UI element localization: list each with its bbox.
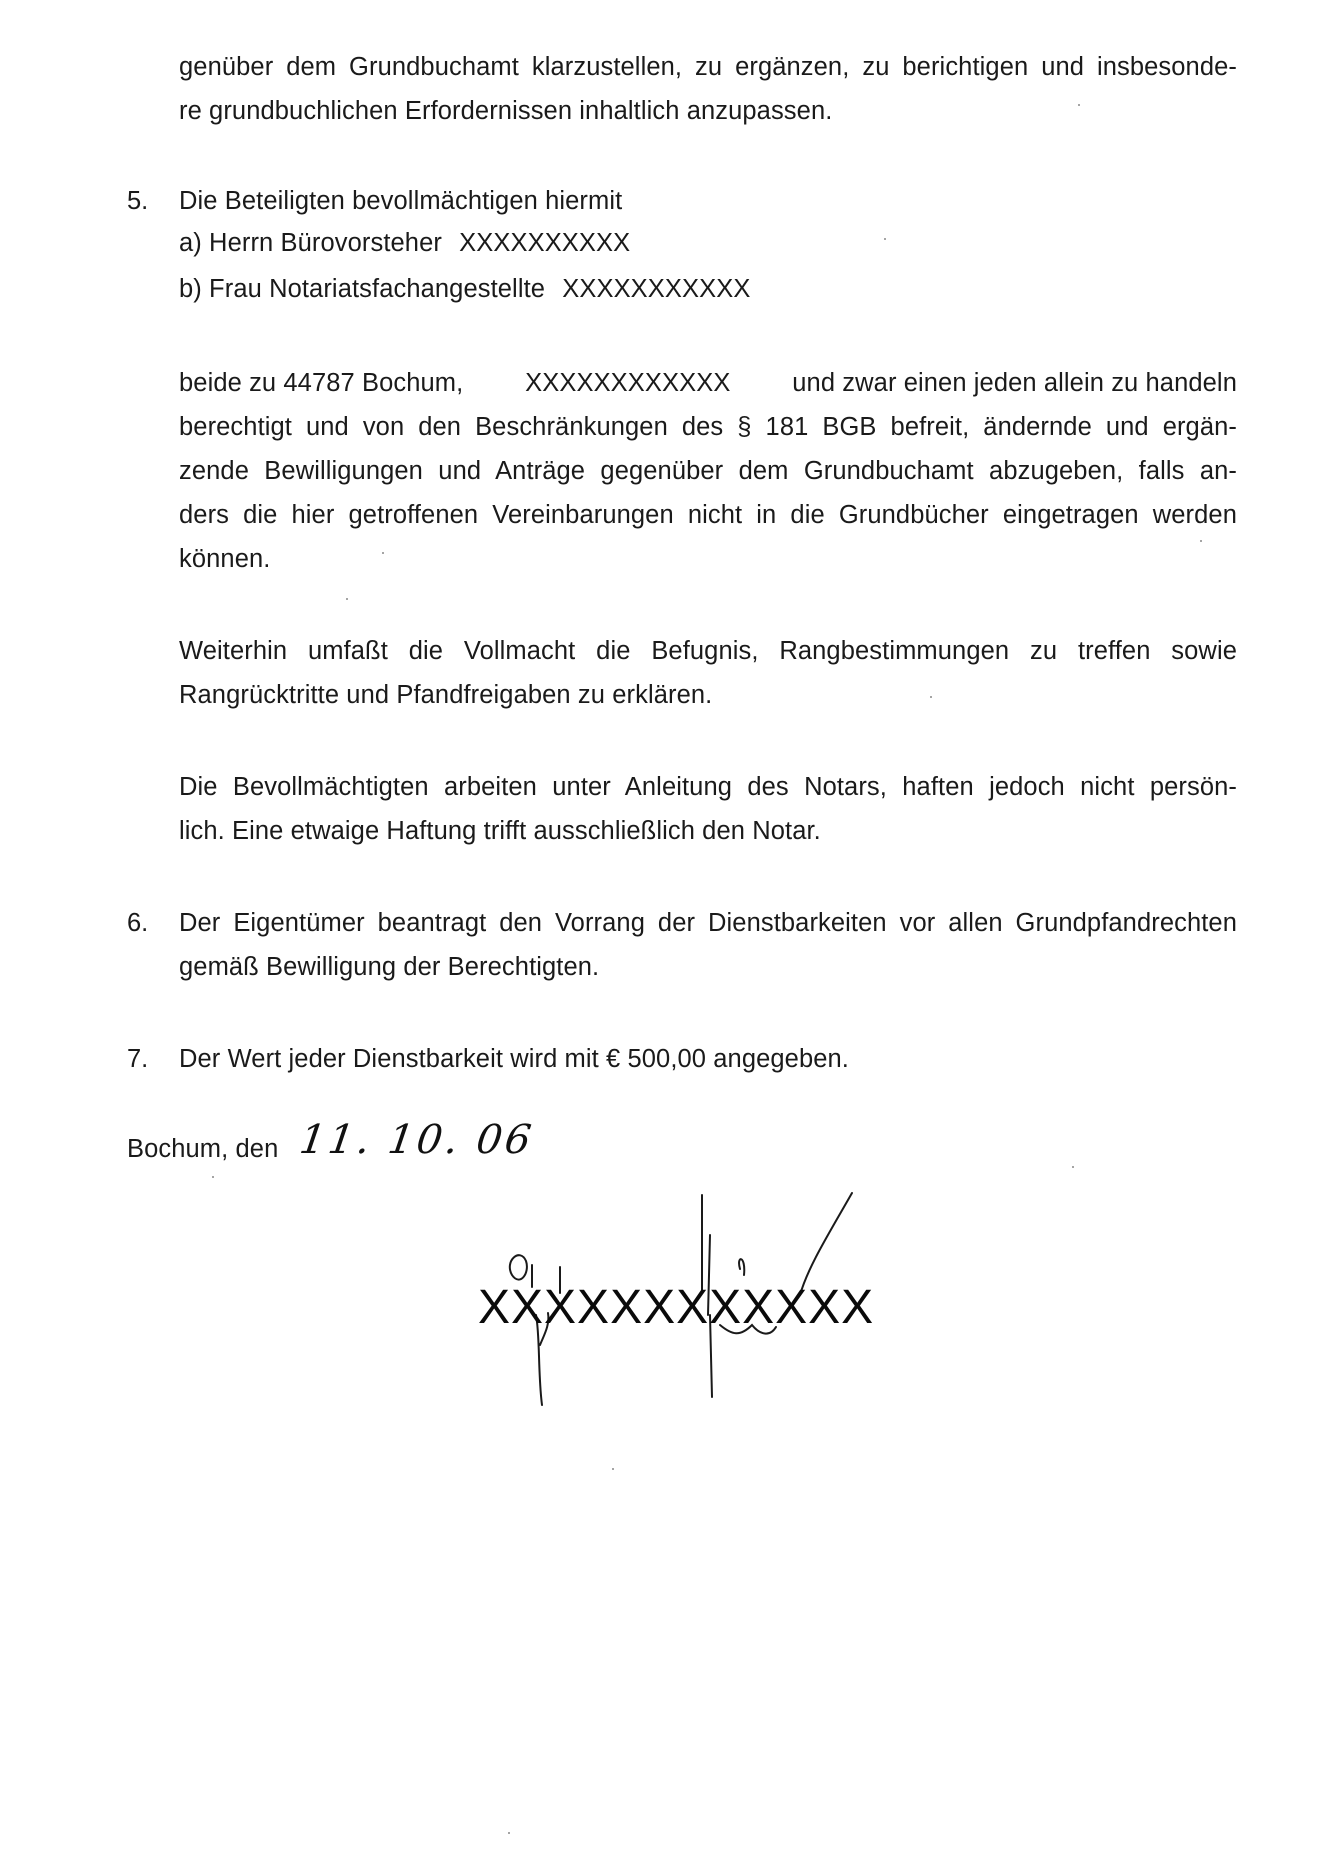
scan-speck	[1200, 540, 1202, 542]
item-5-para1-end: und zwar einen jeden allein zu handeln	[792, 369, 1237, 397]
item-5-para1-start: beide zu 44787 Bochum,	[179, 369, 464, 397]
item-5-para1-line-3: zende Bewilligungen und Anträge gegenüber dem Grundbuchamt abzugeben, falls an-	[179, 457, 1237, 485]
scan-speck	[612, 1468, 614, 1470]
item-5-para1-line-1	[179, 368, 1237, 398]
item-5-para3-line-2: lich. Eine etwaige Haftung trifft ausschließlich den Notar.	[179, 817, 821, 845]
scan-speck	[382, 552, 384, 554]
scan-speck	[508, 1832, 510, 1834]
intro-line-1: genüber dem Grundbuchamt klarzustellen, zu ergänzen, zu berichtigen und insbesonde-	[179, 53, 1237, 81]
item-5-para1-line-2: berechtigt und von den Beschränkungen des § 181 BGB befreit, ändernde und ergän-	[179, 413, 1237, 441]
scan-speck	[1072, 1166, 1074, 1168]
item-5-para2-line-2: Rangrücktritte und Pfandfreigaben zu erklären.	[179, 681, 713, 709]
item-6-line-1: Der Eigentümer beantragt den Vorrang der Dienstbarkeiten vor allen Grundpfandrechten	[179, 909, 1237, 937]
item-5-b-label: b) Frau Notariatsfachangestellte	[179, 275, 546, 303]
place-date-label: Bochum, den	[127, 1135, 279, 1163]
item-5-para1-redacted: XXXXXXXXXXXX	[525, 369, 731, 397]
item-5-para2-line-1: Weiterhin umfaßt die Vollmacht die Befugnis, Rangbestimmungen zu treffen sowie	[179, 637, 1237, 665]
item-5-b-redacted: XXXXXXXXXXX	[562, 275, 751, 303]
item-5-para1-line-5: können.	[179, 545, 271, 573]
signature-redacted-name: XXXXXXXXXXXX	[478, 1281, 875, 1334]
scan-speck	[884, 238, 886, 240]
item-5-para3-line-1: Die Bevollmächtigten arbeiten unter Anleitung des Notars, haften jedoch nicht persön-	[179, 773, 1237, 801]
scan-speck	[1078, 104, 1080, 106]
item-5-b-line	[179, 274, 750, 304]
intro-line-2: re grundbuchlichen Erfordernissen inhaltlich anzupassen.	[179, 97, 833, 125]
item-6-line-2: gemäß Bewilligung der Berechtigten.	[179, 953, 600, 981]
item-5-a-line	[179, 228, 630, 258]
item-7-number: 7.	[127, 1045, 149, 1073]
item-5-para1-line-4: ders die hier getroffenen Vereinbarungen nicht in die Grundbücher eingetragen werden	[179, 501, 1237, 529]
item-7-text: Der Wert jeder Dienstbarkeit wird mit € 500,00 angegeben.	[179, 1045, 849, 1073]
item-5-lead: Die Beteiligten bevollmächtigen hiermit	[179, 187, 623, 215]
item-6-number: 6.	[127, 909, 149, 937]
scan-speck	[212, 1176, 214, 1178]
scan-speck	[346, 598, 348, 600]
item-5-a-redacted: XXXXXXXXXX	[459, 229, 631, 257]
item-5-a-label: a) Herrn Bürovorsteher	[179, 229, 442, 257]
item-5-number: 5.	[127, 187, 149, 215]
handwritten-date: 11. 10. 06	[296, 1117, 537, 1163]
scan-speck	[930, 696, 932, 698]
